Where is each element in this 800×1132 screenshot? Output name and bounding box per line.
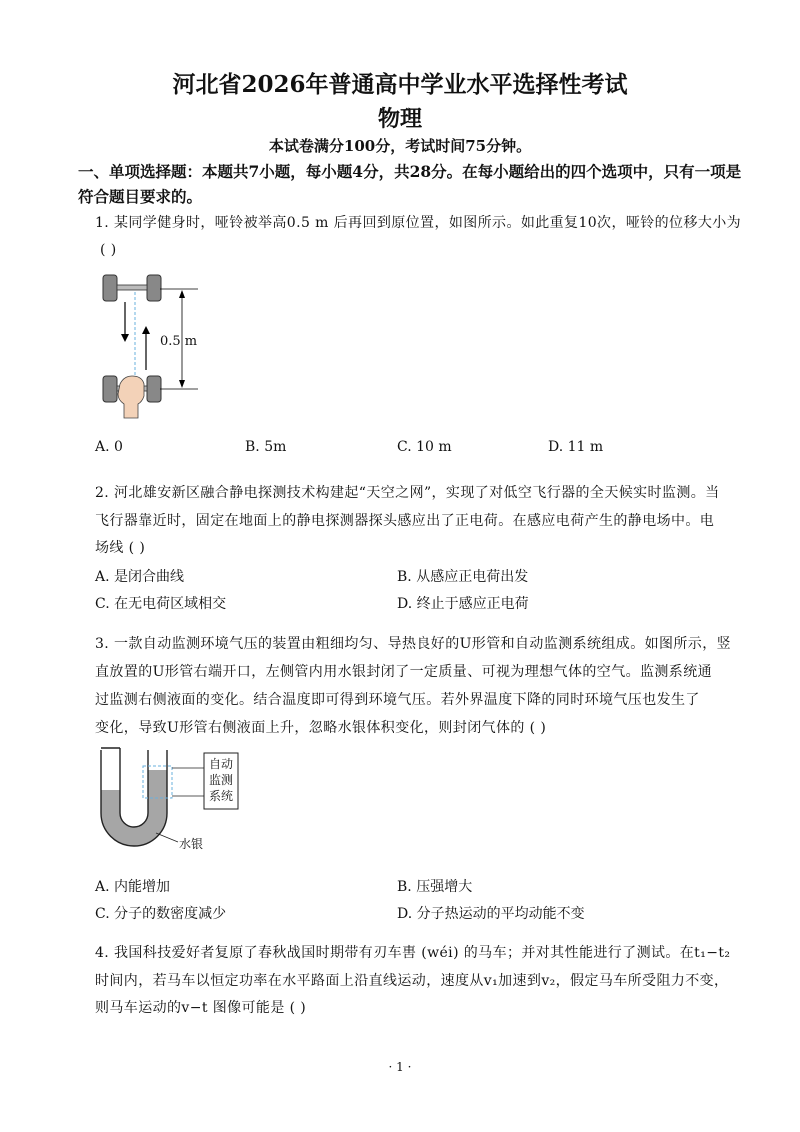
subject-title: 物理: [377, 106, 422, 132]
q3-option-d[interactable]: D. 分子热运动的平均动能不变: [397, 906, 585, 922]
question-4-text-1: 4. 我国科技爱好者复原了春秋战国时期带有刃车軎 (wéi) 的马车；并对其性能进行了测试。在t₁−t₂: [95, 945, 731, 961]
question-4-text-3: 则马车运动的v−t 图像可能是 ( ): [95, 1000, 307, 1016]
question-3-text-2: 直放置的U形管右端开口，左侧管内用水银封闭了一定质量、可视为理想气体的空气。监测系统通: [95, 664, 712, 680]
q2-option-d[interactable]: D. 终止于感应正电荷: [397, 596, 529, 612]
question-1-answer-blank: ( ): [100, 242, 117, 258]
q2-option-c[interactable]: C. 在无电荷区域相交: [95, 596, 227, 612]
question-3-text-1: 3. 一款自动监测环境气压的装置由粗细均匀、导热良好的U形管和自动监测系统组成。如图所示，竖: [95, 636, 732, 652]
q3-option-b[interactable]: B. 压强增大: [397, 879, 473, 895]
exam-instructions: 本试卷满分100分，考试时间75分钟。: [268, 137, 532, 155]
q3-option-a[interactable]: A. 内能增加: [95, 879, 171, 895]
mercury-label: 水银: [179, 837, 204, 851]
q1-option-c[interactable]: C. 10 m: [397, 439, 452, 455]
exam-title: 河北省2026年普通高中学业水平选择性考试: [172, 71, 628, 98]
question-2-text-1: 2. 河北雄安新区融合静电探测技术构建起“天空之网”，实现了对低空飞行器的全天候实时监测。当: [95, 485, 720, 501]
q1-option-d[interactable]: D. 11 m: [548, 439, 604, 455]
section-heading-cont: 符合题目要求的。: [78, 187, 203, 206]
question-1-text: 1. 某同学健身时，哑铃被举高0.5 m 后再回到原位置，如图所示。如此重复10次，哑铃的位移大小为: [95, 215, 742, 231]
question-2-text-2: 飞行器靠近时，固定在地面上的静电探测器探头感应出了正电荷。在感应电荷产生的静电场中。电: [95, 513, 715, 529]
q1-option-a[interactable]: A. 0: [95, 439, 123, 455]
dumbbell-height-label: 0.5 m: [160, 334, 198, 349]
q2-option-a[interactable]: A. 是闭合曲线: [95, 569, 185, 585]
q2-option-b[interactable]: B. 从感应正电荷出发: [397, 569, 529, 585]
question-3-text-3: 过监测右侧液面的变化。结合温度即可得到环境气压。若外界温度下降的同时环境气压也发生了: [95, 692, 700, 708]
monitor-system-label-1: 自动: [209, 757, 234, 771]
section-heading: 一、单项选择题：本题共7小题，每小题4分，共28分。在每小题给出的四个选项中，只有一项是: [78, 162, 742, 181]
question-4-text-2: 时间内，若马车以恒定功率在水平路面上沿直线运动，速度从v₁加速到v₂，假定马车所受阻力不变，: [95, 973, 729, 989]
q3-option-c[interactable]: C. 分子的数密度减少: [95, 906, 227, 922]
question-3-text-4: 变化，导致U形管右侧液面上升，忽略水银体积变化，则封闭气体的 ( ): [95, 720, 547, 736]
monitor-system-label-2: 监测: [209, 773, 234, 787]
question-2-text-3: 场线 ( ): [95, 540, 146, 556]
monitor-system-label-3: 系统: [209, 789, 234, 803]
page-number: · 1 ·: [388, 1060, 412, 1074]
q1-option-b[interactable]: B. 5m: [245, 439, 287, 455]
